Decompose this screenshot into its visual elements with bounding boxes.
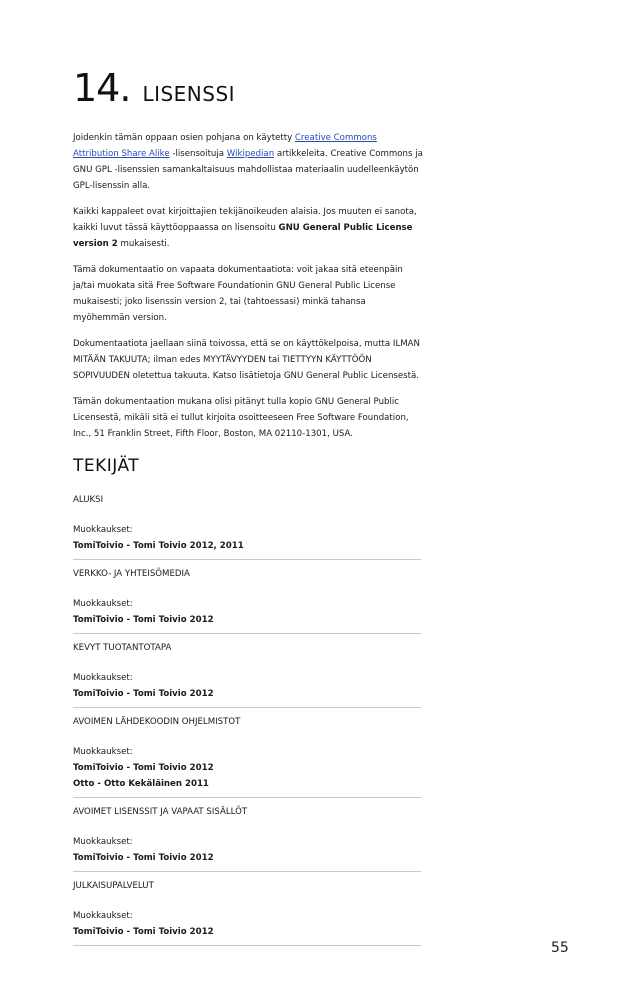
divider bbox=[73, 871, 421, 872]
entry-heading: KEVYT TUOTANTOTAPA bbox=[73, 643, 172, 653]
entry-author: TomiToivio - Tomi Toivio 2012 bbox=[73, 763, 214, 773]
entry-label: Muokkaukset: bbox=[73, 837, 133, 847]
divider bbox=[73, 559, 421, 560]
divider bbox=[73, 633, 421, 634]
paragraph-attribution bbox=[73, 130, 423, 194]
chapter-heading bbox=[73, 66, 423, 110]
author-entry bbox=[73, 804, 423, 866]
entry-names bbox=[73, 760, 423, 792]
authors-section-title: TEKIJÄT bbox=[73, 456, 140, 476]
chapter-number: 14. bbox=[73, 66, 131, 110]
entry-label: Muokkaukset: bbox=[73, 525, 133, 535]
author-entry bbox=[73, 714, 423, 792]
paragraph-text: Kaikki kappaleet ovat kirjoittajien tekijänoikeuden alaisia. Jos muuten ei sanota, kaikki luvut tässä käyttöoppaassa on lisensoitu bbox=[73, 207, 417, 233]
entry-heading: VERKKO- JA YHTEISÖMEDIA bbox=[73, 569, 190, 579]
entry-heading: JULKAISUPALVELUT bbox=[73, 881, 154, 891]
entry-names bbox=[73, 850, 423, 866]
author-entry bbox=[73, 492, 423, 554]
entry-heading: AVOIMEN LÄHDEKOODIN OHJELMISTOT bbox=[73, 717, 241, 727]
entry-names bbox=[73, 686, 423, 702]
paragraph-text: Joidenkin tämän oppaan osien pohjana on käytetty bbox=[73, 133, 295, 143]
paragraph-text: artikkeleita. Creative Commons ja GNU GPL -lisenssien samankaltaisuus mahdollistaa materiaalin uudelleenkäytön GPL-lisenssin alla. bbox=[73, 149, 423, 191]
author-entry bbox=[73, 566, 423, 628]
paragraph-text: mukaisesti. bbox=[117, 239, 170, 249]
entry-heading: AVOIMET LISENSSIT JA VAPAAT SISÄLLÖT bbox=[73, 807, 248, 817]
entry-names bbox=[73, 924, 423, 940]
page-content bbox=[73, 66, 423, 952]
entry-author: Otto - Otto Kekäläinen 2011 bbox=[73, 779, 209, 789]
link-creative-commons[interactable]: Creative Commons Attribution Share Alike bbox=[73, 133, 377, 159]
entry-author: TomiToivio - Tomi Toivio 2012 bbox=[73, 853, 214, 863]
license-name: GNU General Public License version 2 bbox=[73, 223, 413, 249]
entry-author: TomiToivio - Tomi Toivio 2012 bbox=[73, 689, 214, 699]
divider bbox=[73, 707, 421, 708]
entry-names bbox=[73, 538, 423, 554]
paragraph-text: -lisensoituja bbox=[169, 149, 227, 159]
paragraph-warranty: Dokumentaatiota jaellaan siinä toivossa, että se on käyttökelpoisa, mutta ILMAN MITÄÄN TAKUUTA; ilman edes MYYTÄVYYDEN tai TIETTYYN KÄYTTÖÖN SOPIVUUDEN oletettua takuuta. Katso lisätietoja GNU General Public Licensestä. bbox=[73, 339, 420, 381]
entry-author: TomiToivio - Tomi Toivio 2012 bbox=[73, 927, 214, 937]
chapter-title: LISENSSI bbox=[142, 82, 236, 106]
link-wikipedia[interactable]: Wikipedian bbox=[226, 149, 275, 159]
divider bbox=[73, 945, 421, 946]
page-number: 55 bbox=[551, 940, 569, 956]
entry-label: Muokkaukset: bbox=[73, 673, 133, 683]
paragraph-license-copy: Tämän dokumentaation mukana olisi pitänyt tulla kopio GNU General Public Licensestä, mikäli sitä ei tullut kirjoita osoitteeseen Free Software Foundation, Inc., 51 Franklin Street, Fifth Floor, Boston, MA 02110-1301, USA. bbox=[73, 397, 409, 439]
author-entry bbox=[73, 640, 423, 702]
entry-names bbox=[73, 612, 423, 628]
paragraph-free-documentation: Tämä dokumentaatio on vapaata dokumentaatiota: voit jakaa sitä eteenpäin ja/tai muokata sitä Free Software Foundationin GNU General Public License mukaisesti; joko lisenssin version 2, tai (tahtoessasi) minkä tahansa myöhemmän version. bbox=[73, 265, 403, 323]
entry-label: Muokkaukset: bbox=[73, 747, 133, 757]
entry-author: TomiToivio - Tomi Toivio 2012, 2011 bbox=[73, 541, 244, 551]
entry-heading: ALUKSI bbox=[73, 495, 104, 505]
author-entry bbox=[73, 878, 423, 940]
entry-label: Muokkaukset: bbox=[73, 599, 133, 609]
entry-author: TomiToivio - Tomi Toivio 2012 bbox=[73, 615, 214, 625]
entry-label: Muokkaukset: bbox=[73, 911, 133, 921]
divider bbox=[73, 797, 421, 798]
paragraph-copyright bbox=[73, 204, 423, 252]
